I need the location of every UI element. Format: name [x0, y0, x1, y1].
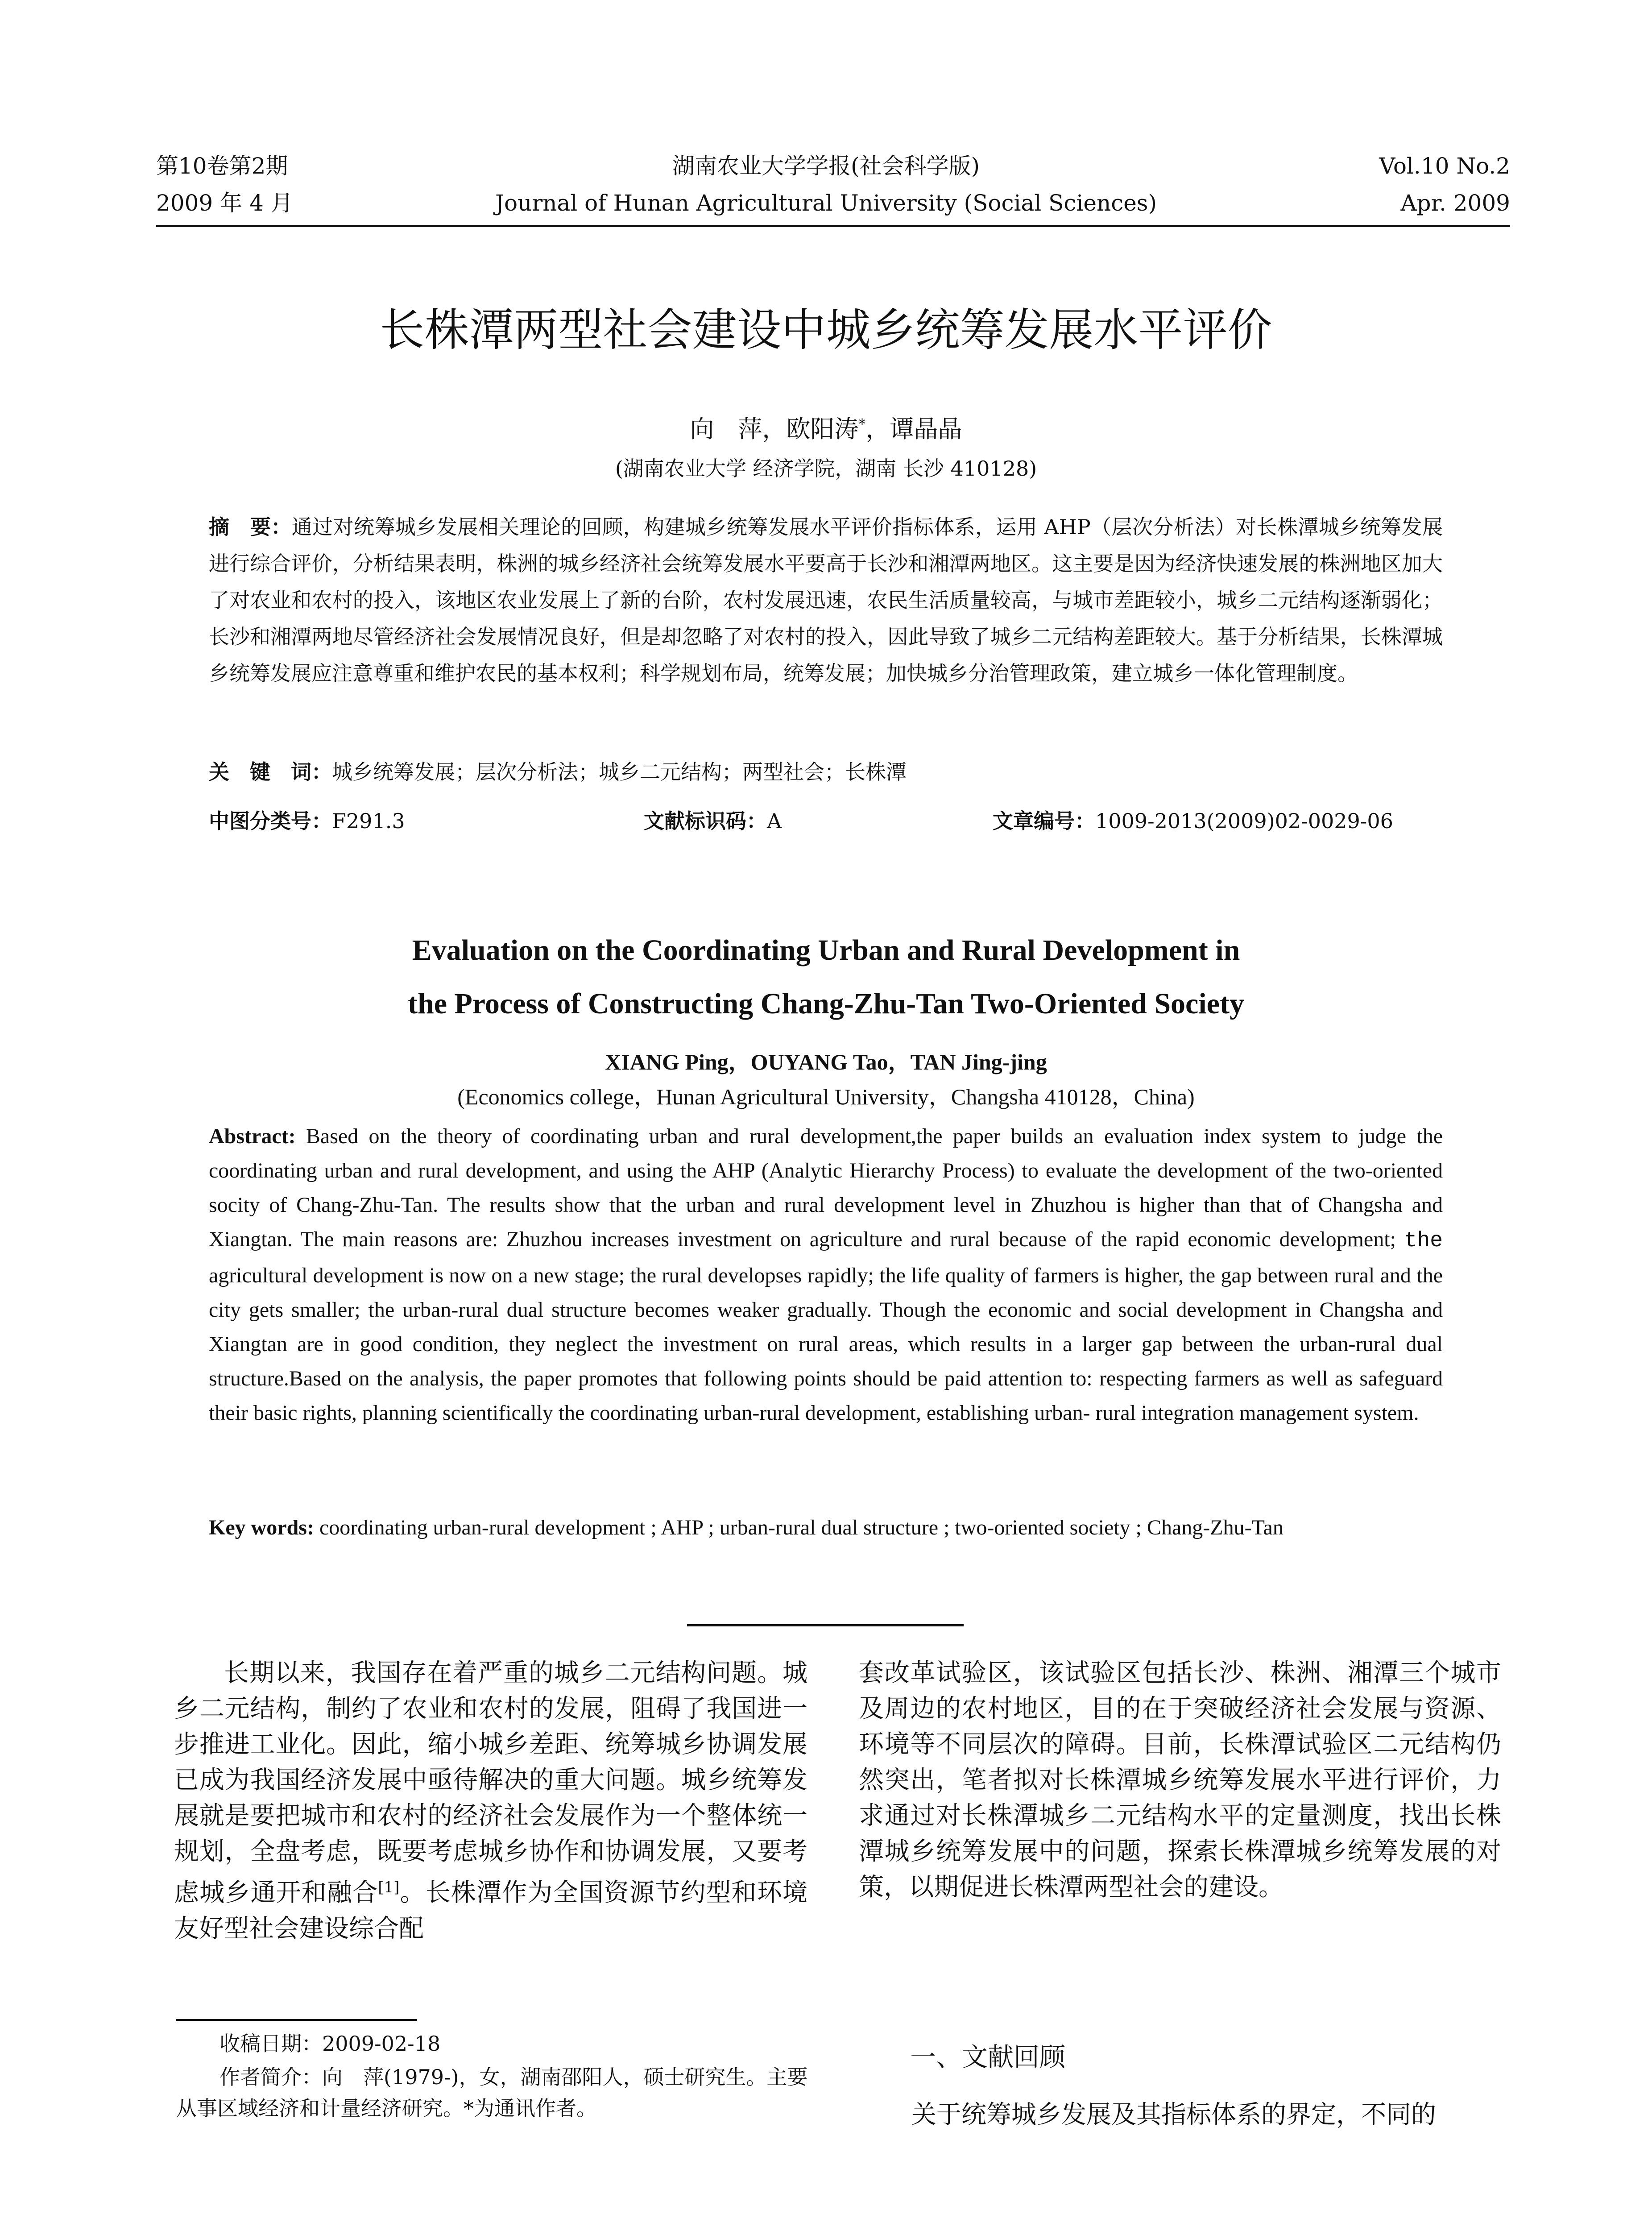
affiliation-cn: (湖南农业大学 经济学院，湖南 长沙 410128) [615, 456, 1037, 481]
doc-code-label: 文献标识码： [644, 809, 767, 833]
citation-ref: [1] [378, 1879, 400, 1896]
authors-en: XIANG Ping，OUYANG Tao，TAN Jing-jing [605, 1049, 1047, 1074]
body-right-column: 套改革试验区，该试验区包括长沙、株洲、湘潭三个城市及周边的农村地区，目的在于突破经济社会发展与资源、环境等不同层次的障碍。目前，长株潭试验区二元结构仍然突出，笔者拟对长株潭城乡统筹发展水平进行评价，力求通过对长株潭城乡二元结构水平的定量测度，找出长株潭城乡统筹发展中的问题，探索长株潭城乡统筹发展的对策，以期促进长株潭两型社会的建设。 [859, 1659, 1501, 1902]
document-code [644, 808, 782, 834]
abstract-cn-label: 摘 要： [209, 515, 292, 539]
journal-name-cn: 湖南农业大学学报(社会科学版) [672, 153, 980, 179]
author-names-cn-2: ，谭晶晶 [865, 415, 962, 443]
abstract-en [209, 1119, 1443, 1430]
article-number [993, 808, 1393, 834]
clc-label: 中图分类号： [209, 809, 332, 833]
received-date: 收稿日期：2009-02-18 [219, 2032, 441, 2056]
journal-name-en: Journal of Hunan Agricultural University (Social Sciences) [495, 190, 1157, 216]
keywords-en-label: Key words: [209, 1516, 314, 1539]
body-left-text-2: 。长株潭作为全国资源节约型和环境友好型社会建设综合配 [174, 1878, 808, 1943]
keywords-cn [209, 759, 1443, 785]
journal-date-en: Apr. 2009 [1400, 190, 1510, 216]
section-separator [687, 1624, 964, 1626]
journal-volume-en: Vol.10 No.2 [1379, 153, 1510, 179]
doc-code-value: A [767, 809, 782, 833]
body-left-text-1: 长期以来，我国存在着严重的城乡二元结构问题。城乡二元结构，制约了农业和农村的发展，阻碍了我国进一步推进工业化。因此，缩小城乡差距、统筹城乡协调发展已成为我国经济发展中亟待解决的重大问题。城乡统筹发展就是要把城市和农村的经济社会发展作为一个整体统一规划，全盘考虑，既要考虑城乡协作和协调发展，又要考虑城乡通开和融合 [174, 1659, 807, 1908]
article-number-label: 文章编号： [993, 809, 1095, 833]
keywords-cn-label: 关 键 词： [209, 760, 332, 784]
abstract-en-mono-word: the [1404, 1229, 1443, 1253]
section-heading: 一、文献回顾 [910, 2042, 1066, 2072]
abstract-en-label: Abstract: [209, 1124, 296, 1148]
authors-cn [0, 408, 1652, 445]
affiliation-en: (Economics college，Hunan Agricultural University，Changsha 410128，China) [457, 1084, 1195, 1109]
journal-date: 2009 年 4 月 [156, 190, 293, 216]
corresponding-author-mark: * [858, 415, 866, 432]
clc-value: F291.3 [332, 809, 405, 833]
abstract-en-text-1: Based on the theory of coordinating urban and rural development,the paper builds an evaluation index system to judge the coordinating urban and rural development, and using the AHP (Analytic Hierarchy Process) to evaluate the development of the two-oriented socity of Chang-Zhu-Tan. The results show that the urban and rural development level in Zhuzhou is higher than that of Changsha and Xiangtan. The main reasons are: Zhuzhou increases investment on agriculture and rural because of the rapid economic development; [209, 1124, 1443, 1251]
paper-title-en-line1: Evaluation on the Coordinating Urban and Rural Development in [412, 934, 1240, 966]
clc-number [209, 808, 405, 834]
section-paragraph: 关于统筹城乡发展及其指标体系的界定，不同的 [911, 2100, 1436, 2129]
abstract-cn [209, 509, 1443, 692]
keywords-en [209, 1510, 1443, 1545]
abstract-en-text-2: agricultural development is now on a new stage; the rural developses rapidly; the life quality of farmers is higher, the gap between rural and the city gets smaller; the urban-rural dual structure becomes weaker gradually. Though the economic and social development in Changsha and Xiangtan are in good condition, they neglect the investment on rural areas, which results in a larger gap between the urban-rural dual structure.Based on the analysis, the paper promotes that following points should be paid attention to: respecting farmers as well as safeguard their basic rights, planning scientifically the coordinating urban-rural development, establishing urban- rural integration management system. [209, 1264, 1443, 1425]
author-names-cn-1: 向 萍，欧阳涛 [690, 415, 859, 443]
abstract-cn-text: 通过对统筹城乡发展相关理论的回顾，构建城乡统筹发展水平评价指标体系，运用 AHP（层次分析法）对长株潭城乡统筹发展进行综合评价，分析结果表明，株洲的城乡经济社会统筹发展水平要高于长沙和湘潭两地区。这主要是因为经济快速发展的株洲地区加大了对农业和农村的投入，该地区农业发展上了新的台阶，农村发展迅速，农民生活质量较高，与城市差距较小，城乡二元结构逐渐弱化；长沙和湘潭两地尽管经济社会发展情况良好，但是却忽略了对农村的投入，因此导致了城乡二元结构差距较大。基于分析结果，长株潭城乡统筹发展应注意尊重和维护农民的基本权利；科学规划布局，统筹发展；加快城乡分治管理政策，建立城乡一体化管理制度。 [209, 515, 1443, 685]
paper-title-cn: 长株潭两型社会建设中城乡统筹发展水平评价 [380, 304, 1272, 356]
header-rule [156, 225, 1510, 227]
body-left-column [174, 1655, 807, 1947]
journal-volume-issue: 第10卷第2期 [156, 153, 288, 179]
keywords-cn-text: 城乡统筹发展；层次分析法；城乡二元结构；两型社会；长株潭 [332, 760, 907, 784]
paper-title-en [0, 924, 1652, 1031]
paper-title-en-line2: the Process of Constructing Chang-Zhu-Tan Two-Oriented Society [408, 987, 1244, 1020]
article-number-value: 1009-2013(2009)02-0029-06 [1095, 809, 1393, 833]
author-info: 作者简介：向 萍(1979-)，女，湖南邵阳人，硕士研究生。主要从事区域经济和计量经济研究。*为通讯作者。 [176, 2065, 808, 2120]
keywords-en-text: coordinating urban-rural development ; AHP ; urban-rural dual structure ; two-oriented society ; Chang-Zhu-Tan [314, 1516, 1284, 1539]
footnote-rule [176, 2019, 417, 2021]
